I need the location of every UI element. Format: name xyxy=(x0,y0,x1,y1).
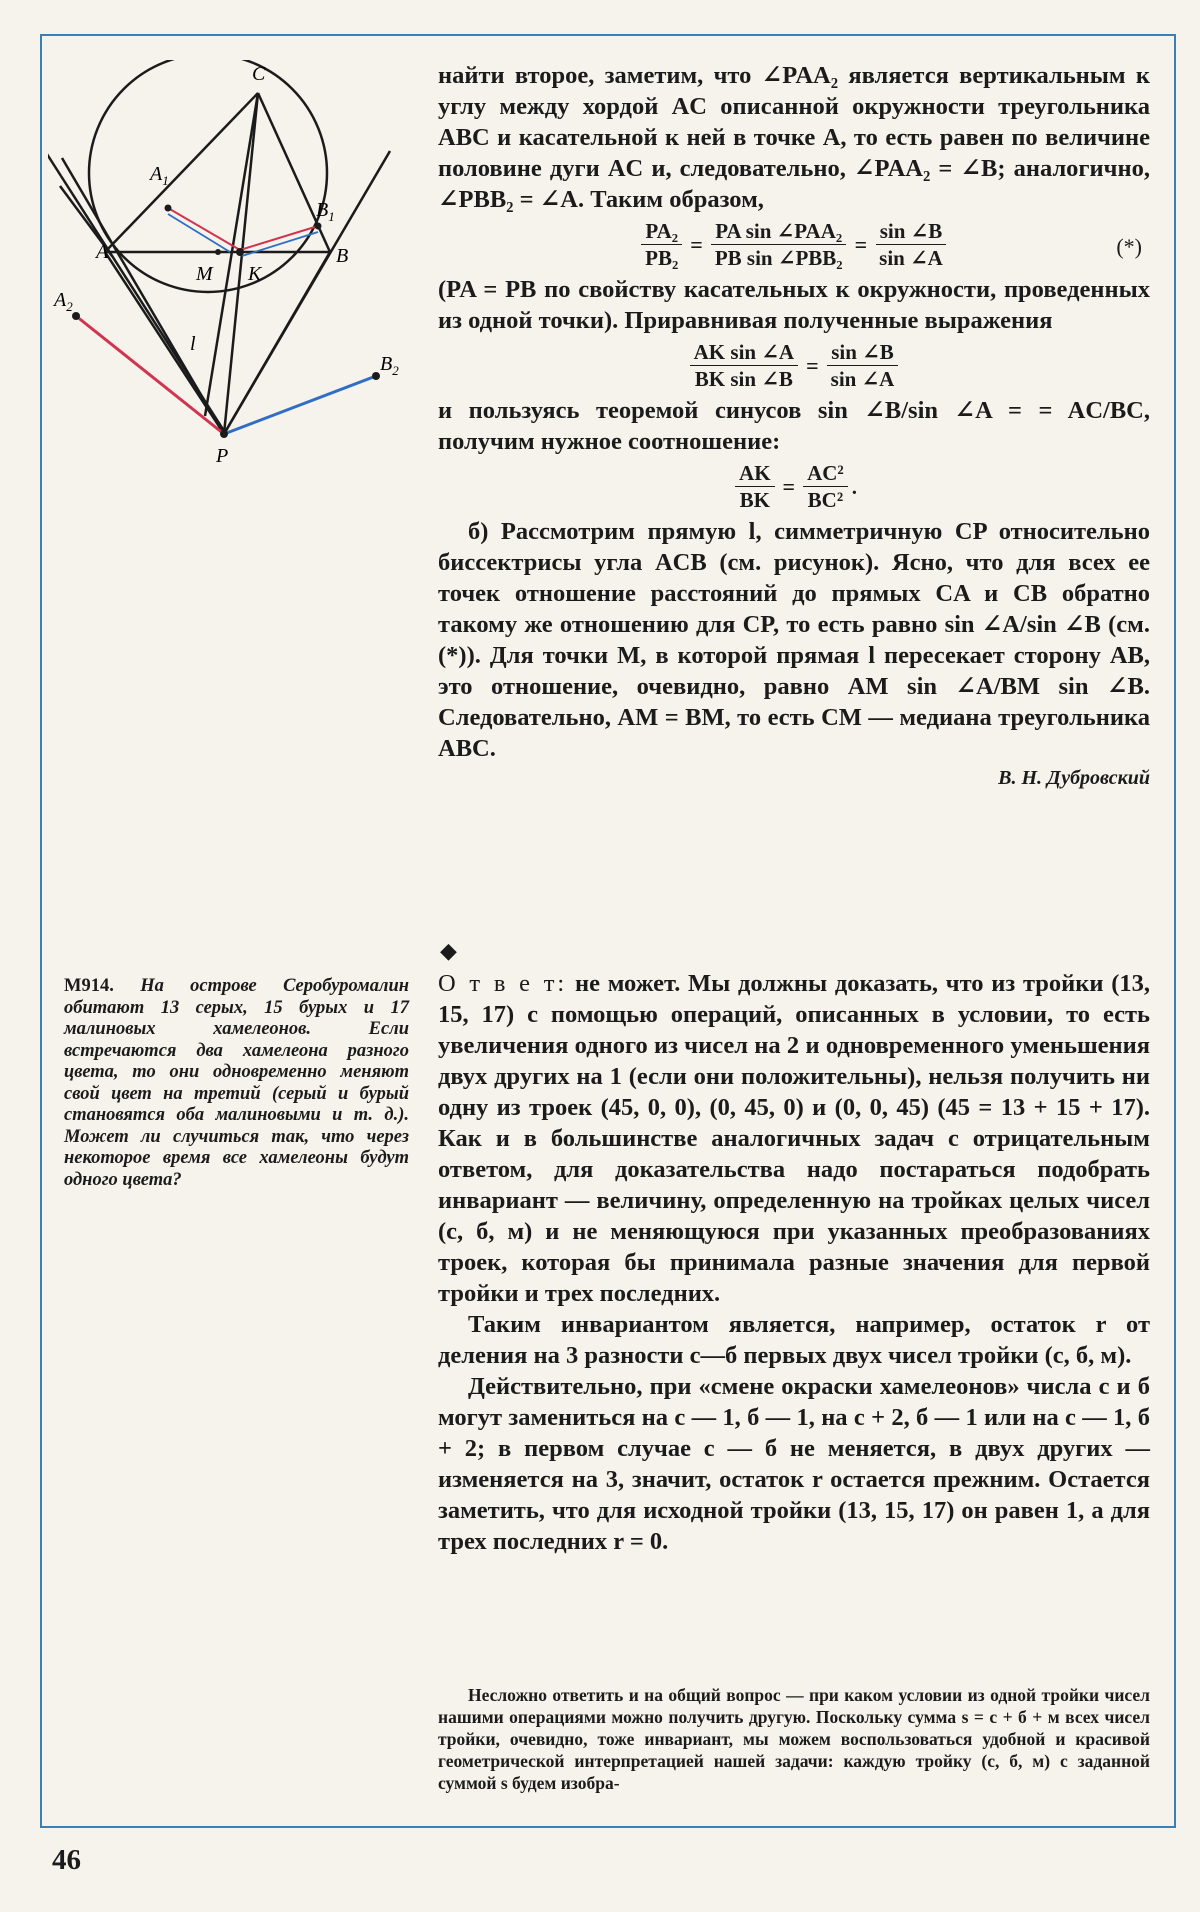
label-m: M xyxy=(196,263,213,285)
problem-body: На острове Серобуромалин обитают 13 серых, 15 бурых и 17 малиновых хамелеонов. Если встречаются два хамелеона разного цвета, то они одновременно меняют свой цвет на третий (серый и бурый становятся оба малиновыми и т. д.). Может ли случиться так, что через некоторое время все хамелеоны будут одного цвета? xyxy=(64,976,410,1190)
point-p xyxy=(220,430,228,438)
paragraph-1: найти второе, заметим, что ∠PAA₂ является вертикальным к углу между хордой AC описанной окружности треугольника ABC и касательной к ней в точке A, то есть равен по величине половине дуги AC и, следовательно, ∠PAA₂ = ∠B; аналогично, ∠PBB₂ = ∠A. Таким образом, xyxy=(438,62,1150,213)
problem-tag: M914. xyxy=(64,976,114,996)
label-k: K xyxy=(248,263,262,285)
point-a1 xyxy=(165,205,172,212)
point-a2 xyxy=(72,312,80,320)
solution-column-bottom xyxy=(438,968,1150,1557)
formula-2: $\frac{\text{AK sin ∠A}}{\text{BK sin ∠B}}$ = $\frac{\sin \angle B}{\sin \angle A}$ xyxy=(438,340,1150,391)
point-m xyxy=(215,249,221,255)
label-b: B xyxy=(336,245,349,267)
segment-k-a1-blue xyxy=(168,214,230,252)
paragraph-7: Действительно, при «смене окраски хамелеонов» числа с и б могут замениться на с — 1, б — 1, на с + 2, б — 1 или на с — 1, б + 2; в первом случае с — б не меняется, в двух других — изменяется на 3, значит, остаток r остается прежним. Остается заметить, что для исходной тройки (13, 15, 17) он равен 1, а для трех последних r = 0. xyxy=(438,1373,1150,1555)
paragraph-3: и пользуясь теоремой синусов sin ∠B/sin ∠A = = AC/BC, получим нужное соотношение: xyxy=(438,397,1150,455)
paragraph-6: Таким инвариантом является, например, остаток r от деления на 3 разности с—б первых двух чисел тройки (с, б, м). xyxy=(438,1311,1150,1369)
tangent-a-ext xyxy=(48,93,61,176)
label-a2: $A_2$ xyxy=(54,289,73,314)
tangent-line-left xyxy=(62,158,224,434)
point-b2 xyxy=(372,372,380,380)
paragraph-2: (PA = PB по свойству касательных к окружности, проведенных из одной точки). Приравнивая полученные выражения xyxy=(438,276,1150,334)
label-c: C xyxy=(252,63,266,85)
solution-column-top xyxy=(438,60,1150,792)
label-p: P xyxy=(216,445,229,467)
circumcircle xyxy=(89,60,327,292)
label-l: l xyxy=(190,333,196,355)
point-k xyxy=(236,248,244,256)
label-a1: $A_1$ xyxy=(150,163,169,188)
formula-mark: (*) xyxy=(1116,234,1142,259)
segment-k-a1 xyxy=(168,208,240,250)
paragraph-5: О т в е т: не может. Мы должны доказать, что из тройки (13, 15, 17) с помощью операций, описанных в условии, то есть увеличения одного из чисел на 2 и одновременного уменьшения двух других на 1 (если они положительны), нельзя получить ни одну из троек (45, 0, 0), (0, 45, 0) и (0, 0, 45) (45 = 13 + 15 + 17). Как и в большинстве аналогичных задач с отрицательным ответом, для доказательства надо постараться подобрать инвариант — величину, определенную на тройках целых чисел (с, б, м) и не меняющуюся при указанных преобразованиях троек, которая бы принимала разные значения для первой тройки и трех последних. xyxy=(438,970,1151,1307)
paragraph-4: б) Рассмотрим прямую l, симметричную CP относительно биссектрисы угла ACB (см. рисунок). Ясно, что для всех ее точек отношение расстояний до прямых CA и CB обратно такому же отношению для CP, то есть равно sin ∠A/sin ∠B (см. (*)). Для точки M, в которой прямая l пересекает сторону AB, это отношение, очевидно, равно AM sin ∠A/BM sin ∠B. Следовательно, AM = BM, то есть CM — медиана треугольника ABC. xyxy=(438,518,1150,762)
formula-star: $\frac{\text{PA₂}}{\text{PB₂}}$ = $\frac{\text{PA sin ∠PAA₂}}{\text{PB sin ∠PBB₂}}$ = $\frac{\sin \angle B}{\sin \angle A}$ (*) xyxy=(438,219,1150,270)
label-a: A xyxy=(96,241,109,263)
section-diamond: ◆ xyxy=(440,938,457,963)
page-number: 46 xyxy=(52,1844,81,1876)
author-signature: В. Н. Дубровский xyxy=(998,767,1150,789)
segment-p-a2 xyxy=(76,316,224,434)
segment-p-b2 xyxy=(224,376,376,434)
label-b1: $B_1$ xyxy=(316,199,335,224)
label-b2: $B_2$ xyxy=(380,353,399,378)
geometry-figure xyxy=(48,60,448,480)
paragraph-small: Несложно ответить и на общий вопрос — при каком условии из одной тройки чисел нашими операциями можно получить другую. Поскольку сумма s = с + б + м всех чисел тройки, очевидно, тоже инвариант, мы можем воспользоваться удобной и красивой геометрической интерпретацией нашей задачи: каждую тройку (с, б, м) с заданной суммой s будем изобра- xyxy=(438,1685,1150,1793)
answer-label: О т в е т: xyxy=(438,970,568,997)
point-b1 xyxy=(315,223,322,230)
problem-m914 xyxy=(64,976,409,1191)
formula-3: $\frac{AK}{BK}$ = $\frac{\text{AC²}}{\text{BC²}}$ . xyxy=(438,461,1150,512)
